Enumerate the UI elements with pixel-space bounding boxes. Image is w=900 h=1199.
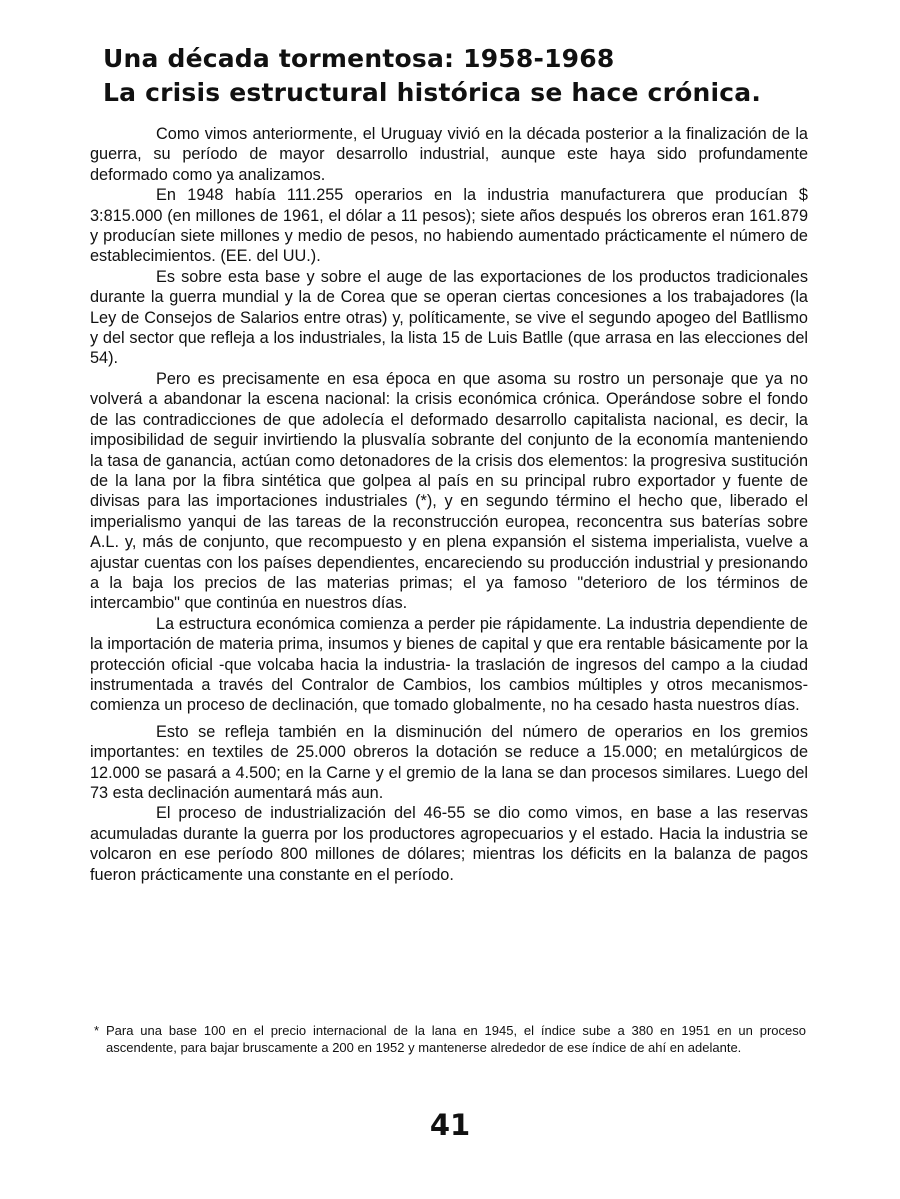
page-number: 41 [429,1108,471,1142]
body-text [90,124,808,885]
paragraph-5: La estructura económica comienza a perder pie rápidamente. La industria dependiente de la importación de materia prima, insumos y bienes de capital y que era rentable básicamente por la protección oficial -que volcaba hacia la industria- la traslación de ingresos del campo a la ciudad instrumentada a través del Contralor de Cambios, los cambios múltiples y otros mecanismos- comienza un proceso de declinación, que tomado globalmente, no ha cesado hasta nuestros días. [90,614,808,715]
paragraph-3: Es sobre esta base y sobre el auge de las exportaciones de los productos tradicionales durante la guerra mundial y la de Corea que se operan ciertas concesiones a los trabajadores (la Ley de Consejos de Salarios entre otras) y, políticamente, se vive el segundo apogeo del Batllismo y del sector que refleja a los industriales, la lista 15 de Luis Batlle (que arrasa en las elecciones del 54). [90,267,808,368]
paragraph-4: Pero es precisamente en esa época en que asoma su rostro un personaje que ya no volverá a abandonar la escena nacional: la crisis económica crónica. Operándose sobre el fondo de las contradicciones de que adolecía el deformado desarrollo capitalista nacional, es decir, la imposibilidad de seguir invirtiendo la plusvalía sobrante del conjunto de la economía manteniendo la tasa de ganancia, actúan como detonadores de la crisis dos elementos: la progresiva sustitución de la lana por la fibra sintética que golpea al país en su principal rubro exportador y fuente de divisas para las importaciones industriales (*), y en segundo término el hecho que, liberado el imperialismo yanqui de las tareas de la reconstrucción europea, reconcentra sus baterías sobre A.L. y, más de conjunto, que recompuesto y en plena expansión el sistema imperialista, vuelve a ajustar cuentas con los países dependientes, encareciendo su producción industrial y presionando a la baja los precios de las materias primas; el ya famoso "deterioro de los términos de intercambio" que continúa en nuestros días. [90,369,808,613]
footnote [94,1022,806,1056]
footnote-text: Para una base 100 en el precio internacional de la lana en 1945, el índice sube a 380 en 1951 en un proceso ascendente, para bajar bruscamente a 200 en 1952 y mantenerse alrededor de ese índice de ahí en adelante. [106,1023,806,1055]
paragraph-6: Esto se refleja también en la disminución del número de operarios en los gremios importantes: en textiles de 25.000 obreros la dotación se reduce a 15.000; en metalúrgicos de 12.000 se pasará a 4.500; en la Carne y el gremio de la lana se dan procesos similares. Luego del 73 esta declinación aumentará más aun. [90,722,808,802]
title-line-1: Una década tormentosa: 1958-1968 [103,44,615,73]
paragraph-2: En 1948 había 111.255 operarios en la industria manufacturera que producían $ 3:815.000 (en millones de 1961, el dólar a 11 pesos); siete años después los obreros eran 161.879 y producían siete millones y medio de pesos, no habiendo aumentado prácticamente el número de establecimientos. (EE. del UU.). [90,186,808,266]
paragraph-7: El proceso de industrialización del 46-55 se dio como vimos, en base a las reservas acumuladas durante la guerra por los productores agropecuarios y el estado. Hacia la industria se volcaron en ese período 800 millones de dólares; mientras los déficits en la balanza de pagos fueron prácticamente una constante en el período. [90,804,808,884]
chapter-title [103,42,803,110]
footnote-mark: * [94,1023,100,1038]
paragraph-1: Como vimos anteriormente, el Uruguay vivió en la década posterior a la finalización de la guerra, su período de mayor desarrollo industrial, aunque este haya sido profundamente deformado como ya analizamos. [90,125,808,184]
title-line-2: La crisis estructural histórica se hace crónica. [103,78,762,107]
